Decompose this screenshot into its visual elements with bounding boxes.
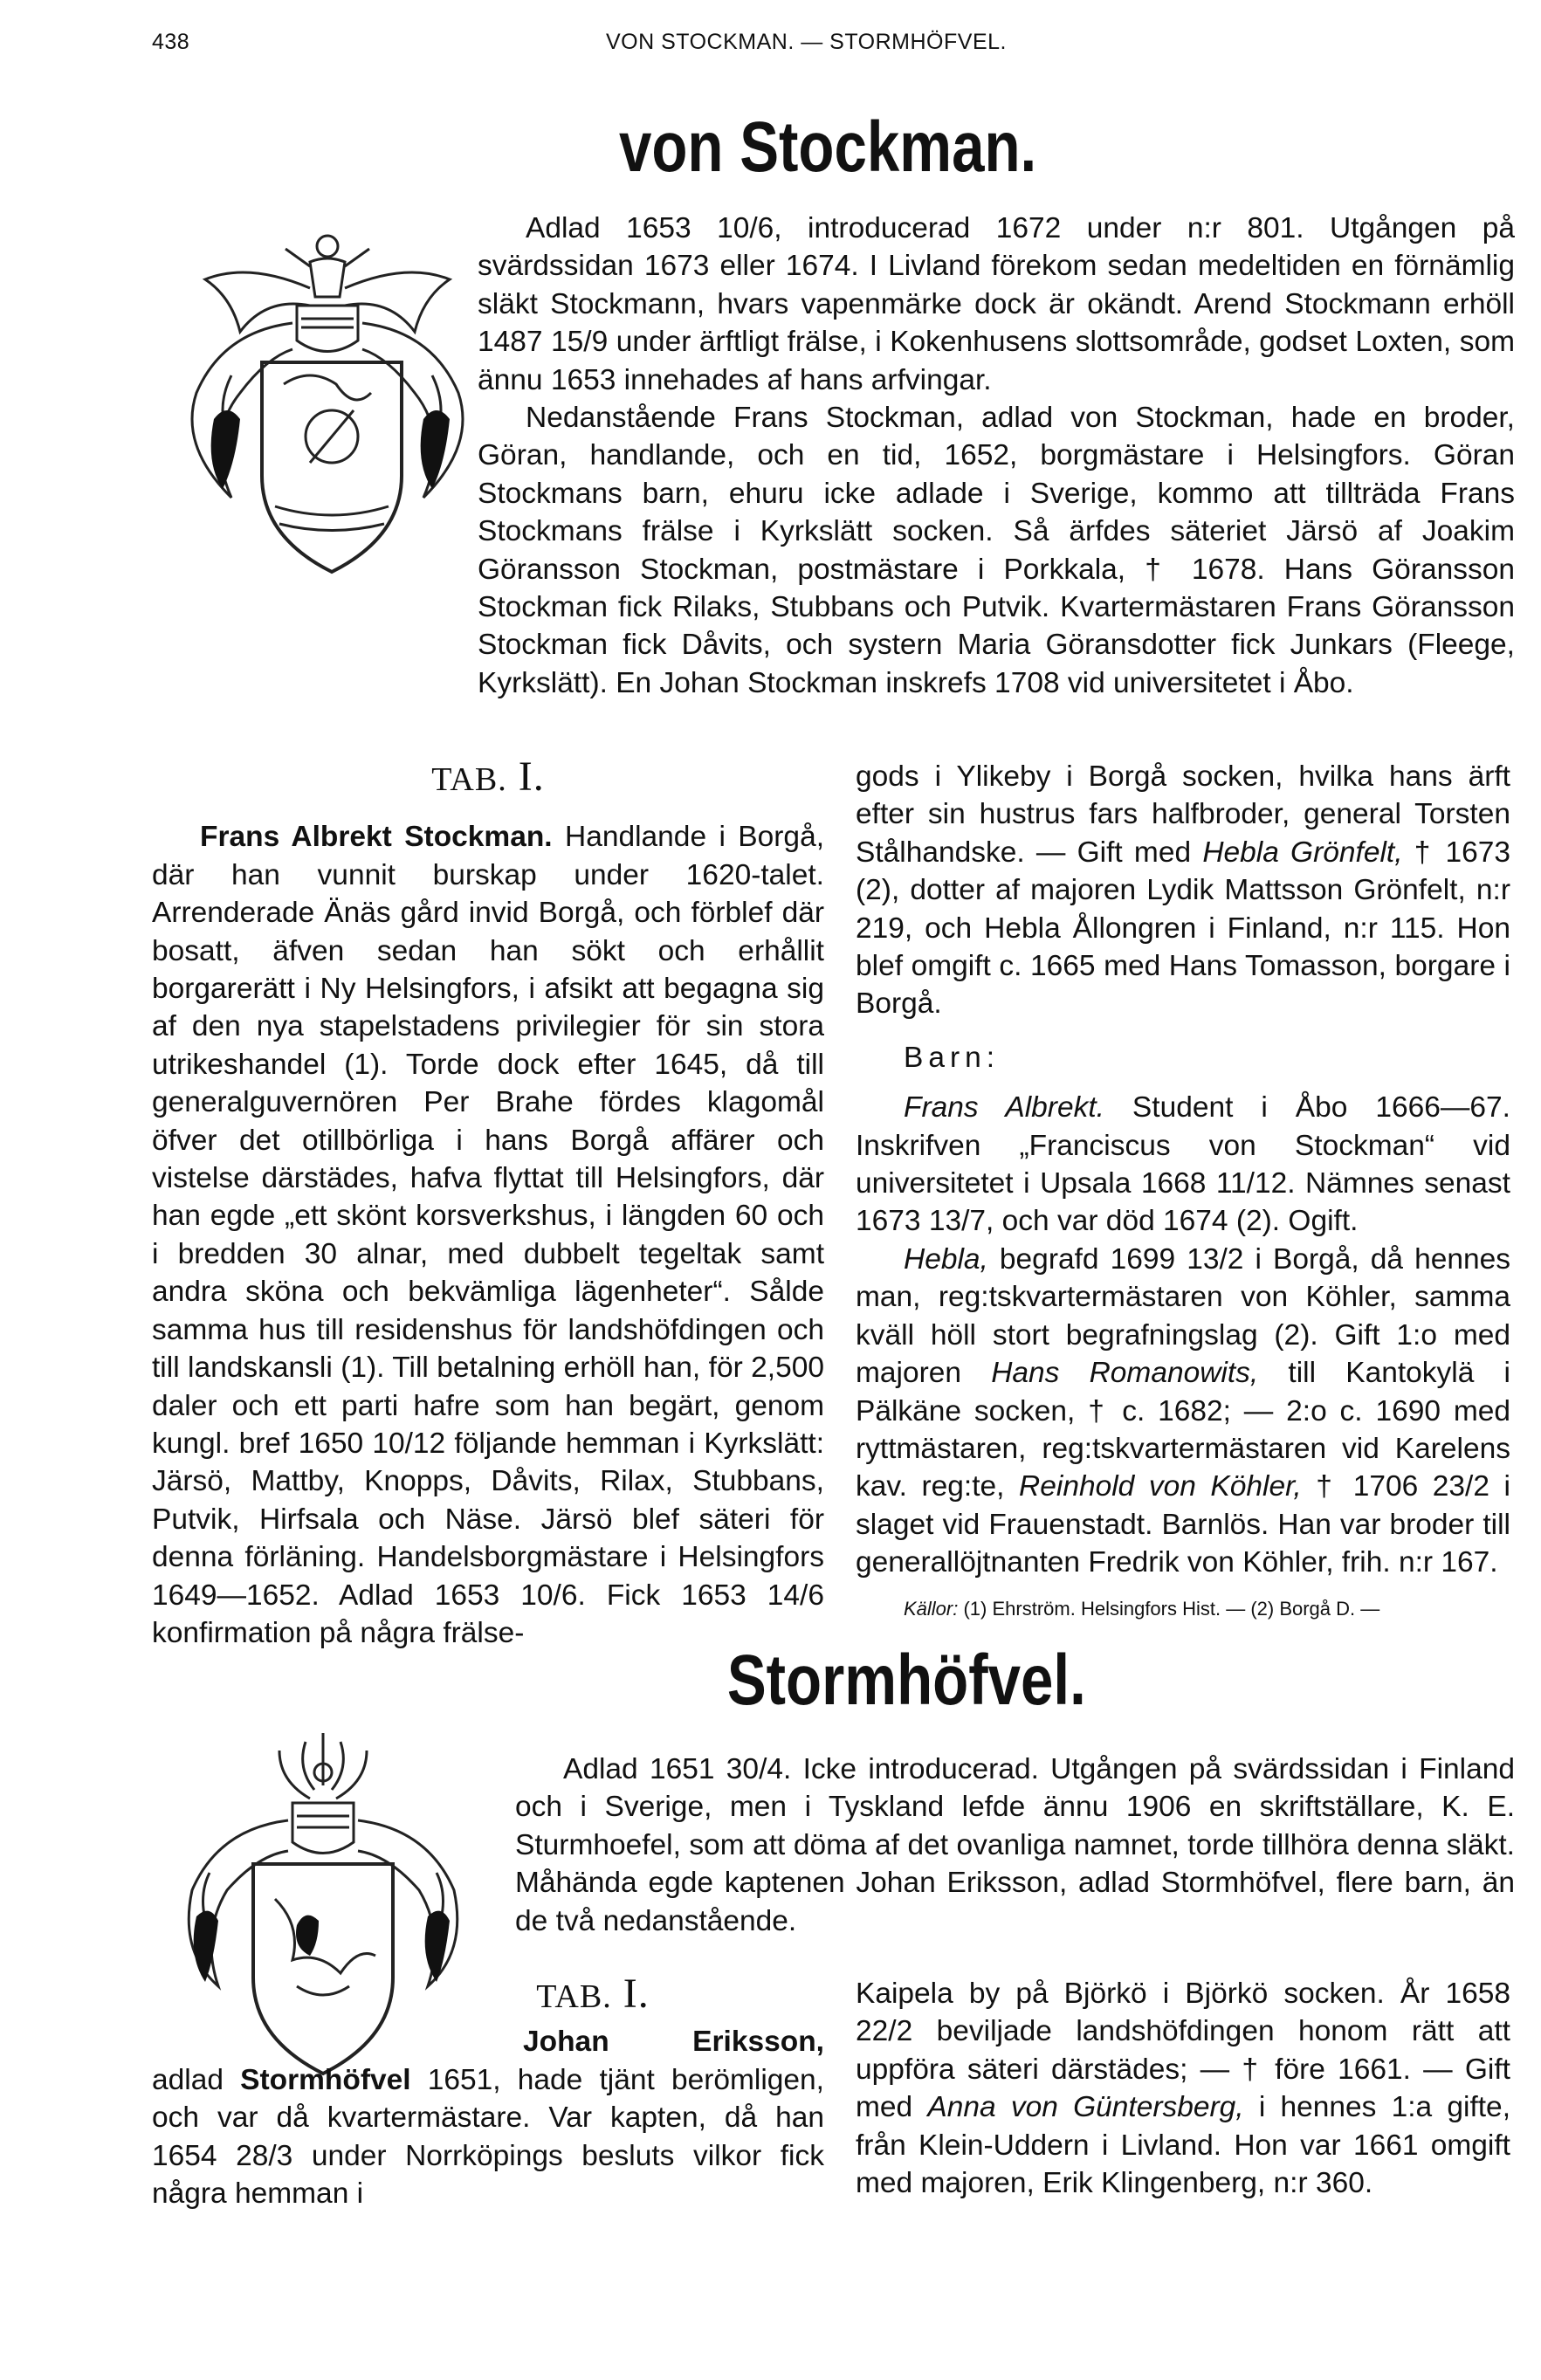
person-name: Frans Albrekt Stockman. — [200, 821, 553, 854]
section-heading-stockman: von Stockman. — [618, 107, 1037, 187]
husband-name: Reinhold von Köhler, — [1019, 1470, 1302, 1503]
tab-numeral: I. — [518, 753, 545, 800]
continuation-text — [856, 1975, 1510, 2202]
stormhofvel-intro-text: Adlad 1651 30/4. Icke introducerad. Utgången på svärdssidan i Finland och i Sverige, men i Tyskland lefde ännu 1906 en skriftställare, K. E. Sturmhoefel, som att döma af det ovanliga namnet, torde tillhöra denna släkt. Måhända egde kaptenen Johan Eriksson, adlad Stormhöfvel, flere barn, än de två nedanstående. — [515, 1753, 1515, 1937]
running-head — [152, 26, 1444, 61]
stockman-intro-p1: Adlad 1653 10/6, introducerad 1672 under n:r 801. Utgången på svärdssidan 1673 eller 1674. I Livland förekom sedan medeltiden en förnämlig släkt Stockmann, hvars vapenmärke dock är okändt. Arend Stockmann erhöll 1487 15/9 under ärftligt frälse, i Kokenhusens slottsområde, godset Loxten, som ännu 1653 innehades af hans arfvingar. — [478, 212, 1515, 396]
tab-numeral: I. — [623, 1971, 650, 2017]
stockman-right-column — [856, 758, 1510, 1622]
section-heading-stormhofvel: Stormhöfvel. — [726, 1641, 1086, 1720]
frans-albrekt-entry — [152, 818, 824, 1652]
child-name: Frans Albrekt. — [904, 1091, 1104, 1125]
running-title: VON STOCKMAN. — STORMHÖFVEL. — [606, 30, 1007, 54]
stockman-left-column — [152, 753, 825, 1652]
stormhofvel-right-column — [856, 1975, 1510, 2202]
tab-prefix: TAB. — [431, 761, 507, 798]
child-text: Student i Åbo 1666—67. Inskrifven „Franciscus von Stockman“ vid universitetet i Upsala 1668 11/12. Nämnes senast 1673 13/7, och var död 1674 (2). Ogift. — [856, 1091, 1510, 1238]
stockman-intro — [478, 210, 1515, 702]
tab-title-stormhofvel — [361, 1971, 824, 2017]
entry-text: Handlande i Borgå, där han vunnit burskap under 1620-talet. Arrenderade Änäs gård invid Borgå, och förblef där bosatt, äfven sedan han sökt och erhållit borgarerätt i Ny Helsingfors, i afsikt att begagna sig af den nya stapelstadens privilegier för sin stora utrikeshandel (1). Torde dock efter 1645, då till generalguvernören Per Brahe fördes klagomål öfver det otillbörliga i hans Borgå affärer och vistelse därstädes, hafva flyttat till Helsingfors, där han egde „ett skönt korsverkshus, i längden 60 och i bredden 30 alnar, med dubbelt tegeltak samt andra sköna och bekvämliga lägenheter“. Sålde samma hus till residenshus för landshöfdingen och till landskansli (1). Till betalning erhöll han, för 2,500 daler och ett parti hafre som han begärt, genom kungl. bref 1650 10/12 följande hemman i Kyrkslätt: Järsö, Mattby, Knopps, Dåvits, Rilax, Stubbans, Putvik, Hirfsala och Näse. Järsö blef säteri för denna förläning. Handelsborgmästare i Helsingfors 1649—1652. Adlad 1653 10/6. Fick 1653 14/6 konfirmation på några frälse- — [152, 821, 825, 1649]
husband-name: Hans Romanowits, — [991, 1357, 1259, 1390]
person-name-ennobled: Stormhöfvel — [240, 2063, 411, 2096]
child-entry-frans — [856, 1089, 1510, 1241]
wife-name: Hebla Grönfelt, — [1202, 836, 1403, 869]
tab-title-stockman — [152, 753, 824, 800]
wife-name: Anna von Güntersberg, — [927, 2091, 1244, 2124]
child-entry-hebla — [856, 1241, 1510, 1582]
sources-text: (1) Ehrström. Helsingfors Hist. — (2) Borgå D. — — [963, 1597, 1380, 1620]
entry-text: 1651, hade tjänt berömligen, och var då kvartermästare. Var kapten, då han 1654 28/3 under Norrköpings besluts vilkor fick några hemman i — [152, 2063, 824, 2211]
coat-of-arms-stockman-icon — [179, 218, 485, 602]
children-label: Barn: — [904, 1041, 1001, 1074]
stormhofvel-intro — [515, 1751, 1515, 1940]
sources-label: Källor: — [904, 1597, 959, 1620]
person-name: Johan Eriksson, — [523, 2026, 824, 2059]
right-text-part2: † 1673 (2), dotter af majoren Lydik Mattsson Grönfelt, n:r 219, och Hebla Ållongren i Finland, n:r 115. Hon blef omgift c. 1665 med Hans Tomasson, borgare i Borgå. — [856, 836, 1511, 1021]
right-text-part1: Kaipela by på Björkö i Björkö socken. År 1658 22/2 beviljade landshöfdingen honom rätt att uppföra säteri därstädes; — † före 1661. — Gift med — [856, 1978, 1510, 2124]
entry-text: adlad — [152, 2063, 224, 2096]
right-text-part2: i hennes 1:a gifte, från Klein-Uddern i Livland. Hon var 1661 omgift med majoren, Erik Klingenberg, n:r 360. — [856, 2091, 1510, 2200]
right-text-part1: gods i Ylikeby i Borgå socken, hvilka hans ärft efter sin hustrus fars halfbroder, general Torsten Stålhandske. — Gift med — [856, 760, 1510, 869]
sources-note — [856, 1596, 1510, 1622]
tab-prefix: TAB. — [536, 1978, 612, 2015]
child-text: till Kantokylä i Pälkäne socken, † c. 1682; — 2:o c. 1690 med ryttmästaren, reg:tskvartermästaren vid Karelens kav. reg:te, — [856, 1357, 1510, 1503]
johan-eriksson-entry — [152, 2023, 824, 2212]
stormhofvel-left-column — [152, 1971, 824, 2212]
child-text: † 1706 23/2 i slaget vid Frauenstadt. Barnlös. Han var broder till generallöjtnanten Fredrik von Köhler, frih. n:r 167. — [856, 1470, 1510, 1579]
page-number: 438 — [152, 30, 190, 54]
child-text: begrafd 1699 13/2 i Borgå, då hennes man, reg:tskvartermästaren von Köhler, samma kväll höll stort begrafningslag (2). Gift 1:o med majoren — [856, 1242, 1511, 1390]
stockman-intro-p2: Nedanstående Frans Stockman, adlad von Stockman, hade en broder, Göran, handlande, och en tid, 1652, borgmästare i Helsingfors. Göran Stockmans barn, ehuru icke adlade i Sverige, kommo att tillträda Frans Stockmans frälse i Kyrkslätt socken. Så ärfdes säteriet Järsö af Joakim Göransson Stockman, postmästare i Porkkala, † 1678. Hans Göransson Stockman fick Rilaks, Stubbans och Putvik. Kvartermästaren Frans Göransson Stockman fick Dåvits, och systern Maria Göransdotter fick Junkars (Fleege, Kyrkslätt). En Johan Stockman inskrefs 1708 vid universitetet i Åbo. — [478, 402, 1515, 699]
continuation-text — [856, 758, 1510, 1023]
child-name: Hebla, — [904, 1242, 988, 1276]
